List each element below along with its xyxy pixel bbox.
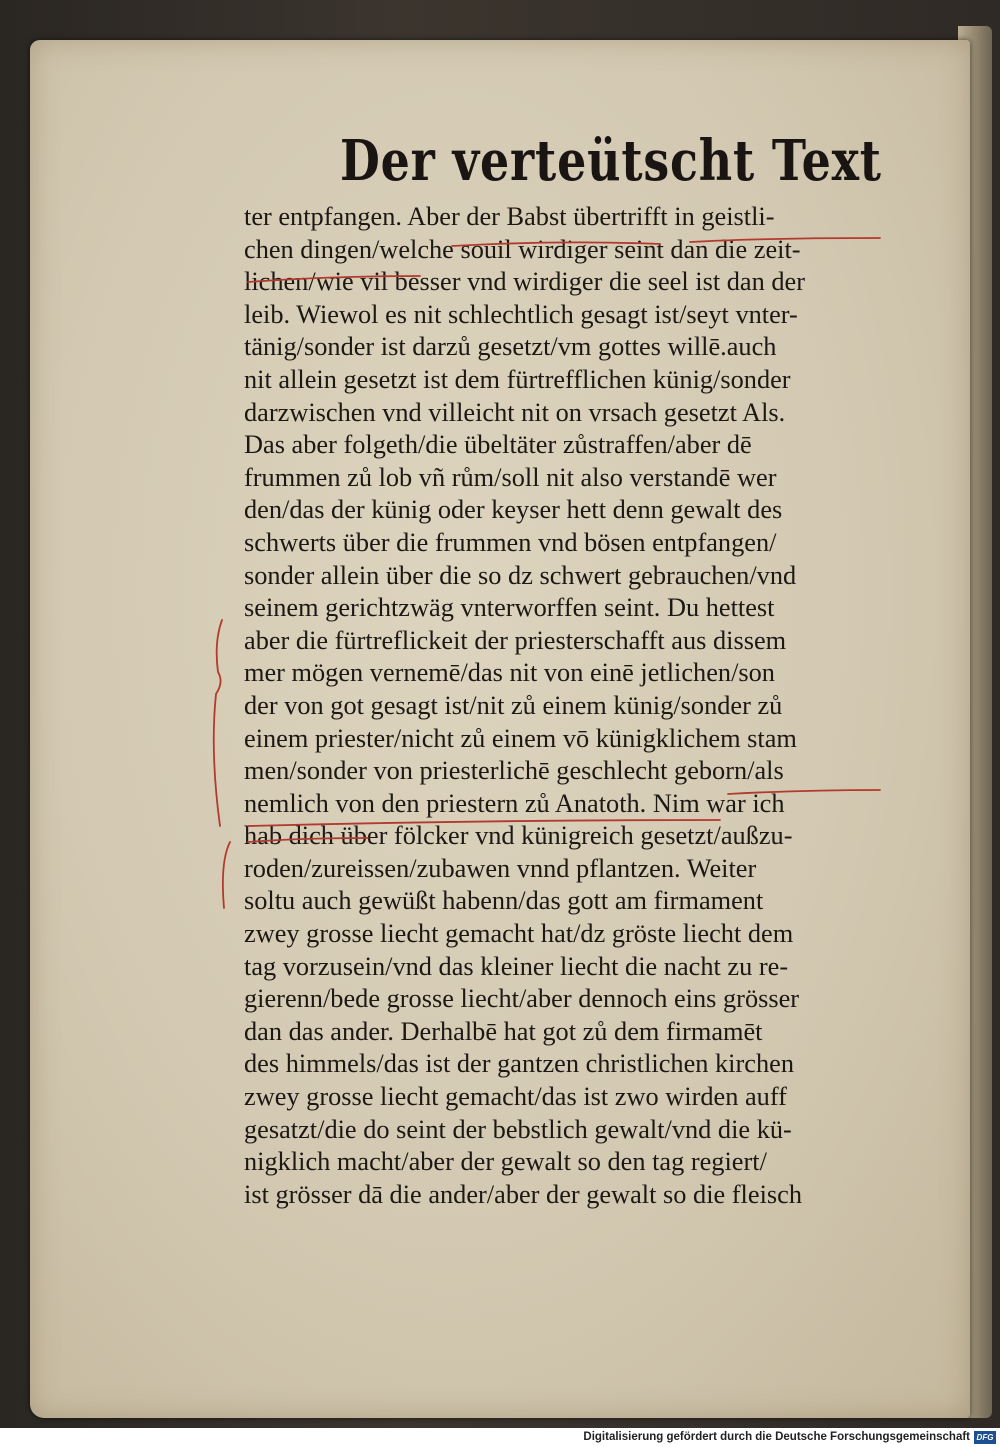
dfg-logo: DFG [974,1431,996,1444]
text-line: Das aber folgeth/die übeltäter zůstraffen/aber dē [244,429,752,460]
text-line: frummen zů lob vñ rům/soll nit also verstandē wer [244,461,777,492]
text-line: tag vorzusein/vnd das kleiner liecht die nacht zu re- [244,950,789,981]
footer-credit: Digitalisierung gefördert durch die Deutsche Forschungsgemeinschaft [583,1431,970,1443]
text-line: hab dich über fölcker vnd künigreich gesetzt/außzu- [244,820,793,851]
text-line: lichen/wie vil besser vnd wirdiger die seel ist dan der [244,266,805,297]
text-line: tänig/sonder ist darzů gesetzt/vm gottes willē.auch [244,331,777,362]
text-block [244,200,894,1210]
text-line: darzwischen vnd villeicht nit on vrsach gesetzt Als. [244,396,786,427]
text-line: chen dingen/welche souil wirdiger seint dan die zeit- [244,233,801,264]
text-line: ter entpfangen. Aber der Babst übertrifft in geistli- [244,201,775,231]
text-line: roden/zureissen/zubawen vnnd pflantzen. Weiter [244,852,757,883]
red-margin-bracket [200,612,240,912]
text-line: den/das der künig oder keyser hett denn gewalt des [244,494,783,525]
text-line: gesatzt/die do seint der bebstlich gewalt/vnd die kü- [244,1113,792,1144]
text-line: zwey grosse liecht gemacht/das ist zwo wirden auff [244,1081,787,1112]
text-line: sonder allein über die so dz schwert gebrauchen/vnd [244,559,797,590]
text-line: einem priester/nicht zů einem vō künigklichem stam [244,722,797,753]
text-line: des himmels/das ist der gantzen christlichen kirchen [244,1048,795,1079]
text-line: men/sonder von priesterlichē geschlecht geborn/als [244,755,784,786]
text-line: gierenn/bede grosse liecht/aber dennoch eins grösser [244,983,800,1014]
text-line: der von got gesagt ist/nit zů einem künig/sonder zů [244,689,783,720]
text-line: nigklich macht/aber der gewalt so den tag regiert/ [244,1146,767,1177]
text-line: leib. Wiewol es nit schlechtlich gesagt ist/seyt vnter- [244,298,798,329]
text-line: zwey grosse liecht gemacht hat/dz gröste liecht dem [244,918,794,949]
text-line: mer mögen vernemē/das nit von einē jetlichen/son [244,657,775,688]
text-line: nemlich von den priestern zů Anatoth. Nim war ich [244,787,785,818]
text-line: soltu auch gewüßt habenn/das gott am firmament [244,885,764,916]
text-line: nit allein gesetzt ist dem fürtrefflichen künig/sonder [244,363,791,394]
text-line: dan das ander. Derhalbē hat got zů dem firmamēt [244,1015,763,1046]
text-line: ist grösser dā die ander/aber der gewalt so die fleisch [244,1178,802,1209]
text-line: aber die fürtreflickeit der priesterschafft aus dissem [244,624,787,655]
running-head: Der verteütscht Text [340,128,882,194]
text-line: seinem gerichtzwäg vnterworffen seint. Du hettest [244,592,775,623]
text-line: schwerts über die frummen vnd bösen entpfangen/ [244,526,777,557]
